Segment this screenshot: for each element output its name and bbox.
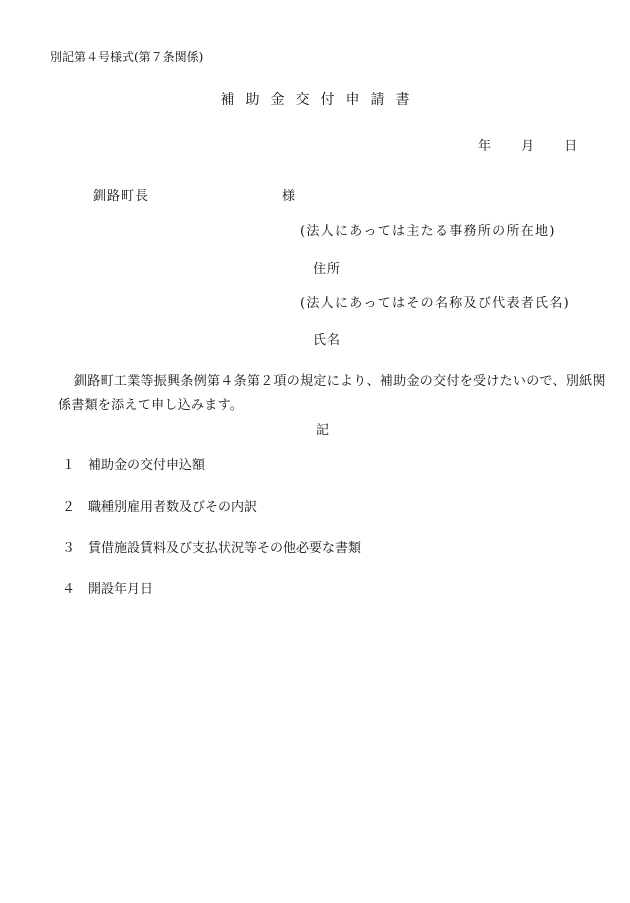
list-item	[62, 500, 257, 516]
application-body-text: 釧路町工業等振興条例第４条第２項の規定により、補助金の交付を受けたいので、別紙関係書類を添えて申し込みます。	[58, 374, 606, 413]
list-item-text: 職種別雇用者数及びその内訳	[88, 500, 258, 515]
list-item-number: １	[62, 458, 76, 473]
list-item-text: 開設年月日	[88, 582, 154, 597]
list-item-number: ３	[62, 541, 76, 556]
name-label: 氏名	[313, 333, 342, 348]
list-item-number: ２	[62, 500, 76, 515]
name-note: (法人にあってはその名称及び代表者氏名)	[300, 296, 571, 311]
list-item-text: 賃借施設賃料及び支払状況等その他必要な書類	[88, 541, 362, 556]
list-item	[62, 458, 205, 474]
addressee: 釧路町長	[93, 189, 150, 204]
document-title: 補助金交付申請書	[220, 92, 421, 108]
list-item-text: 補助金の交付申込額	[88, 458, 206, 473]
address-label: 住所	[313, 262, 342, 277]
ki-heading: 記	[316, 423, 330, 438]
list-item	[62, 541, 361, 557]
address-note: (法人にあっては主たる事務所の所在地)	[300, 224, 556, 239]
honorific: 様	[282, 189, 296, 204]
form-number-label: 別記第４号様式(第７条関係)	[50, 50, 204, 64]
list-item	[62, 582, 153, 598]
date-line: 年 月 日	[478, 139, 578, 154]
list-item-number: ４	[62, 582, 76, 597]
